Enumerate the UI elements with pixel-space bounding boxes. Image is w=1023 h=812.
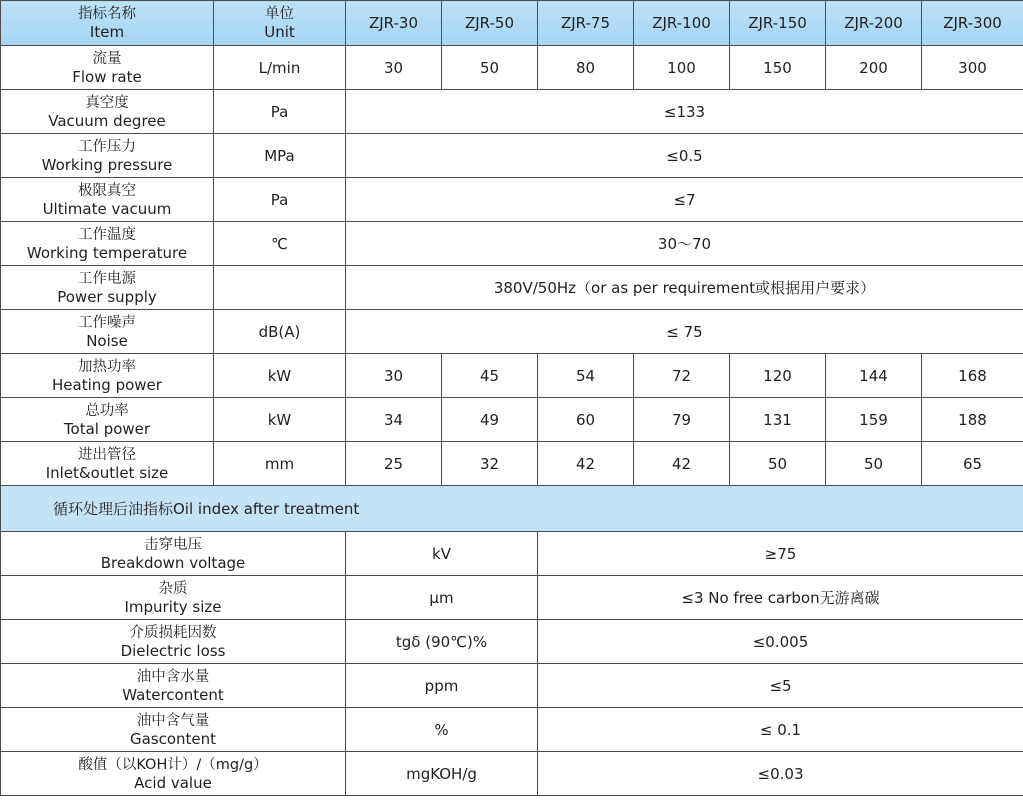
parameter-name-cn: 工作温度 bbox=[78, 226, 136, 243]
header-model: ZJR-200 bbox=[826, 1, 922, 46]
table-row bbox=[1, 752, 1023, 796]
table-row bbox=[1, 134, 1023, 178]
value-cell: 54 bbox=[538, 354, 634, 398]
table-row bbox=[1, 532, 1023, 576]
parameter-name-en: Total power bbox=[63, 419, 151, 438]
parameter-name-cn: 杂质 bbox=[158, 580, 188, 597]
parameter-name-cell bbox=[1, 664, 346, 708]
unit-cell: kV bbox=[346, 532, 538, 576]
parameter-name-cell bbox=[1, 178, 214, 222]
unit-cell: Pa bbox=[214, 90, 346, 134]
unit-cell: dB(A) bbox=[214, 310, 346, 354]
value-cell: 159 bbox=[826, 398, 922, 442]
parameter-name-en: Dielectric loss bbox=[120, 641, 226, 660]
unit-cell: ℃ bbox=[214, 222, 346, 266]
value-cell: 30 bbox=[346, 46, 442, 90]
parameter-name-cn: 工作噪声 bbox=[78, 314, 136, 331]
parameter-name-cell bbox=[1, 134, 214, 178]
parameter-name-cn: 油中含气量 bbox=[136, 712, 210, 729]
unit-cell: Pa bbox=[214, 178, 346, 222]
parameter-name-en: Power supply bbox=[57, 287, 157, 306]
value-cell-merged: 30～70 bbox=[346, 222, 1023, 266]
section-row bbox=[1, 486, 1023, 532]
value-cell-merged: ≤ 0.1 bbox=[538, 708, 1023, 752]
parameter-name-cell bbox=[1, 398, 214, 442]
parameter-name-cell bbox=[1, 532, 346, 576]
parameter-name-en: Impurity size bbox=[124, 597, 222, 616]
table-row bbox=[1, 442, 1023, 486]
parameter-name-cell bbox=[1, 620, 346, 664]
parameter-name-en: Working temperature bbox=[26, 243, 188, 262]
header-unit-cn: 单位 bbox=[265, 6, 294, 22]
value-cell: 150 bbox=[730, 46, 826, 90]
unit-cell: kW bbox=[214, 398, 346, 442]
table-row bbox=[1, 576, 1023, 620]
parameter-name-cell bbox=[1, 354, 214, 398]
value-cell-merged: ≤5 bbox=[538, 664, 1023, 708]
table-row bbox=[1, 398, 1023, 442]
unit-cell: ppm bbox=[346, 664, 538, 708]
value-cell: 32 bbox=[442, 442, 538, 486]
value-cell: 79 bbox=[634, 398, 730, 442]
value-cell: 49 bbox=[442, 398, 538, 442]
unit-cell: μm bbox=[346, 576, 538, 620]
header-row bbox=[1, 1, 1023, 46]
value-cell-merged: ≤0.005 bbox=[538, 620, 1023, 664]
value-cell-merged: ≤ 75 bbox=[346, 310, 1023, 354]
parameter-name-en: Acid value bbox=[134, 773, 212, 792]
parameter-name-cell bbox=[1, 46, 214, 90]
value-cell: 168 bbox=[922, 354, 1023, 398]
value-cell-merged: ≤0.03 bbox=[538, 752, 1023, 796]
value-cell: 188 bbox=[922, 398, 1023, 442]
value-cell: 144 bbox=[826, 354, 922, 398]
header-model: ZJR-150 bbox=[730, 1, 826, 46]
value-cell-merged: ≤133 bbox=[346, 90, 1023, 134]
parameter-name-cn: 真空度 bbox=[85, 94, 129, 111]
value-cell-merged: ≤3 No free carbon无游离碳 bbox=[538, 576, 1023, 620]
parameter-name-cn: 工作压力 bbox=[78, 138, 136, 155]
spec-table-body bbox=[1, 1, 1023, 796]
parameter-name-en: Flow rate bbox=[72, 67, 142, 86]
parameter-name-cn: 总功率 bbox=[85, 402, 129, 419]
table-row bbox=[1, 266, 1023, 310]
section-title: 循环处理后油指标Oil index after treatment bbox=[1, 486, 1023, 532]
value-cell: 200 bbox=[826, 46, 922, 90]
value-cell: 50 bbox=[730, 442, 826, 486]
parameter-name-cell bbox=[1, 576, 346, 620]
value-cell: 30 bbox=[346, 354, 442, 398]
value-cell: 80 bbox=[538, 46, 634, 90]
parameter-name-cn: 工作电源 bbox=[78, 270, 136, 287]
parameter-name-cell bbox=[1, 708, 346, 752]
value-cell: 45 bbox=[442, 354, 538, 398]
unit-cell: MPa bbox=[214, 134, 346, 178]
parameter-name-cn: 油中含水量 bbox=[136, 668, 210, 685]
value-cell: 60 bbox=[538, 398, 634, 442]
unit-cell: % bbox=[346, 708, 538, 752]
unit-cell bbox=[214, 266, 346, 310]
parameter-name-cn: 加热功率 bbox=[78, 358, 136, 375]
parameter-name-en: Noise bbox=[86, 331, 128, 350]
table-row bbox=[1, 620, 1023, 664]
parameter-name-cn: 酸值（以KOH计）/（mg/g） bbox=[78, 756, 268, 773]
parameter-name-en: Gascontent bbox=[129, 729, 217, 748]
header-model: ZJR-100 bbox=[634, 1, 730, 46]
parameter-name-cn: 流量 bbox=[92, 50, 122, 67]
parameter-name-en: Inlet&outlet size bbox=[45, 463, 169, 482]
value-cell: 25 bbox=[346, 442, 442, 486]
value-cell: 34 bbox=[346, 398, 442, 442]
parameter-name-cell bbox=[1, 310, 214, 354]
value-cell: 100 bbox=[634, 46, 730, 90]
parameter-name-cell bbox=[1, 442, 214, 486]
header-item-en: Item bbox=[89, 23, 125, 41]
value-cell: 72 bbox=[634, 354, 730, 398]
header-model: ZJR-75 bbox=[538, 1, 634, 46]
header-model: ZJR-30 bbox=[346, 1, 442, 46]
table-row bbox=[1, 310, 1023, 354]
value-cell: 50 bbox=[442, 46, 538, 90]
parameter-name-en: Vacuum degree bbox=[48, 111, 166, 130]
parameter-name-cell bbox=[1, 90, 214, 134]
table-row bbox=[1, 46, 1023, 90]
table-row bbox=[1, 708, 1023, 752]
value-cell: 300 bbox=[922, 46, 1023, 90]
value-cell-merged: ≥75 bbox=[538, 532, 1023, 576]
parameter-name-cell bbox=[1, 266, 214, 310]
value-cell: 120 bbox=[730, 354, 826, 398]
value-cell-merged: 380V/50Hz（or as per requirement或根据用户要求） bbox=[346, 266, 1023, 310]
table-row bbox=[1, 354, 1023, 398]
table-row bbox=[1, 90, 1023, 134]
value-cell-merged: ≤7 bbox=[346, 178, 1023, 222]
parameter-name-en: Ultimate vacuum bbox=[42, 199, 172, 218]
value-cell: 42 bbox=[634, 442, 730, 486]
parameter-name-cell bbox=[1, 752, 346, 796]
parameter-name-en: Watercontent bbox=[122, 685, 224, 704]
parameter-name-cn: 进出管径 bbox=[78, 446, 136, 463]
unit-cell: L/min bbox=[214, 46, 346, 90]
parameter-name-cn: 击穿电压 bbox=[144, 536, 202, 553]
value-cell: 131 bbox=[730, 398, 826, 442]
parameter-name-en: Working pressure bbox=[41, 155, 173, 174]
unit-cell: tgδ (90℃)% bbox=[346, 620, 538, 664]
value-cell: 42 bbox=[538, 442, 634, 486]
parameter-name-en: Heating power bbox=[52, 375, 162, 394]
value-cell: 50 bbox=[826, 442, 922, 486]
unit-cell: kW bbox=[214, 354, 346, 398]
parameter-name-cell bbox=[1, 222, 214, 266]
header-model: ZJR-50 bbox=[442, 1, 538, 46]
header-item-cn: 指标名称 bbox=[78, 6, 136, 22]
value-cell-merged: ≤0.5 bbox=[346, 134, 1023, 178]
parameter-name-cn: 极限真空 bbox=[78, 182, 136, 199]
table-row bbox=[1, 664, 1023, 708]
parameter-name-cn: 介质损耗因数 bbox=[129, 624, 217, 641]
header-item-cell bbox=[1, 1, 214, 46]
header-unit-en: Unit bbox=[264, 23, 295, 41]
table-row bbox=[1, 178, 1023, 222]
parameter-name-en: Breakdown voltage bbox=[100, 553, 246, 572]
header-unit-cell bbox=[214, 1, 346, 46]
unit-cell: mm bbox=[214, 442, 346, 486]
header-model: ZJR-300 bbox=[922, 1, 1023, 46]
unit-cell: mgKOH/g bbox=[346, 752, 538, 796]
table-row bbox=[1, 222, 1023, 266]
value-cell: 65 bbox=[922, 442, 1023, 486]
